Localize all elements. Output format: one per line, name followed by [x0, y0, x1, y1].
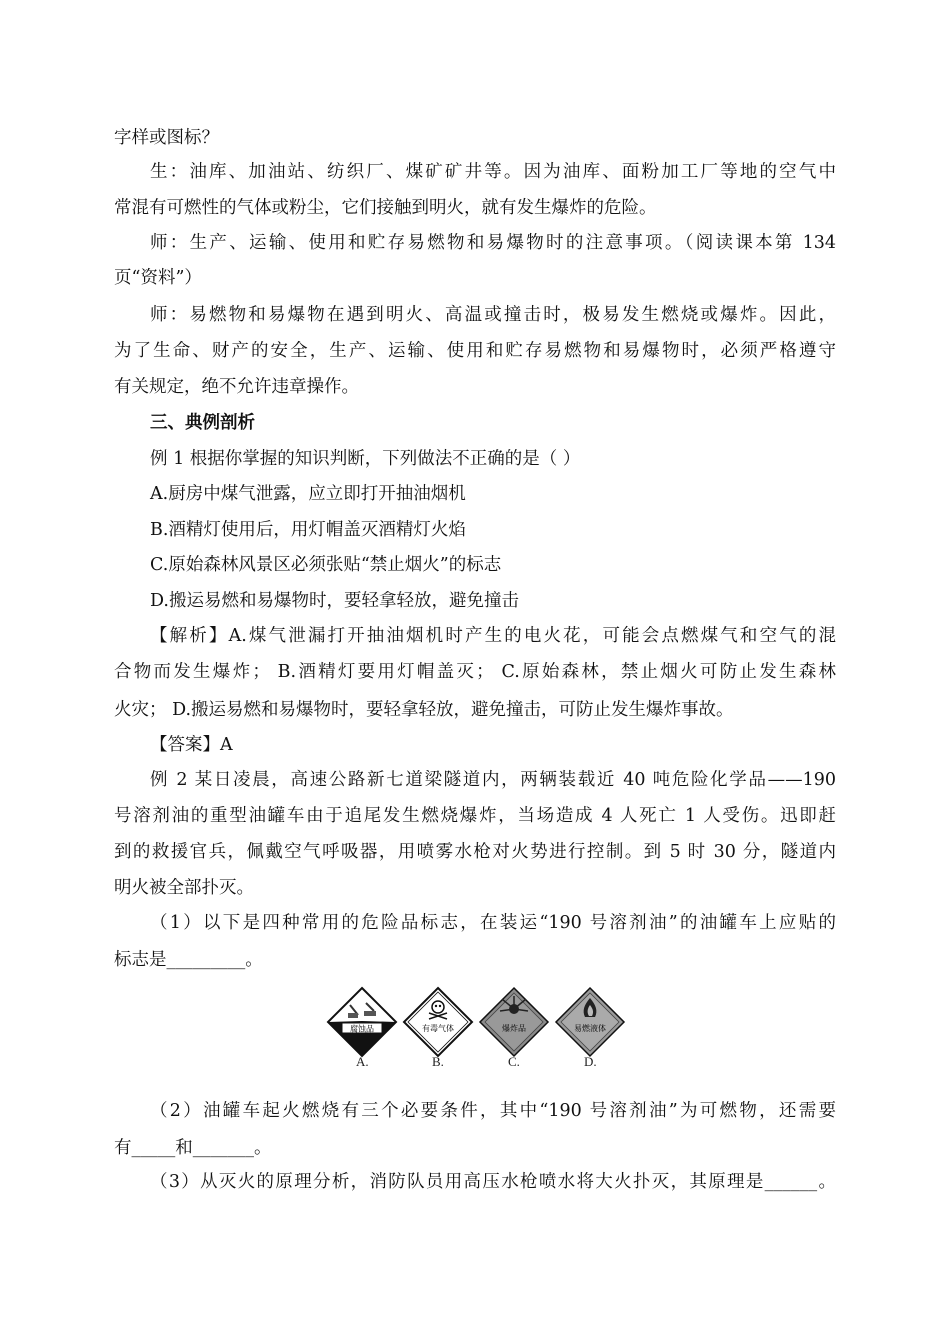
text-line: 常混有可燃性的气体或粉尘，它们接触到明火，就有发生爆炸的危险。: [114, 198, 657, 218]
hazard-signs-figure: [326, 985, 626, 1075]
analysis-line: 火灾； D.搬运易燃和易爆物时，要轻拿轻放，避免撞击，可防止发生爆炸事故。: [114, 700, 734, 720]
text-line: 有关规定，绝不允许违章操作。: [114, 377, 359, 397]
text-line: 师：生产、运输、使用和贮存易燃物和易爆物时的注意事项。（阅读课本第 134: [150, 233, 836, 253]
option-c: C.原始森林风景区必须张贴“禁止烟火”的标志: [150, 555, 502, 575]
option-label-a: A.: [356, 1054, 369, 1069]
text-line: 页“资料”）: [114, 268, 202, 288]
question-line: （3）从灭火的原理分析，消防队员用高压水枪喷水将大火扑灭，其原理是______。: [150, 1172, 836, 1192]
text-line: 例 2 某日凌晨，高速公路新七道梁隧道内，两辆装载近 40 吨危险化学品——190: [150, 770, 836, 790]
question-line: （2）油罐车起火燃烧有三个必要条件，其中“190 号溶剂油”为可燃物，还需要: [150, 1101, 836, 1121]
toxic-gas-sign-icon: [404, 988, 472, 1056]
text-line: 为了生命、财产的安全，生产、运输、使用和贮存易燃物和易爆物时，必须严格遵守: [114, 341, 836, 361]
text-line: 师：易燃物和易爆物在遇到明火、高温或撞击时，极易发生燃烧或爆炸。因此，: [150, 305, 836, 325]
text-line: 生：油库、加油站、纺织厂、煤矿矿井等。因为油库、面粉加工厂等地的空气中: [150, 162, 836, 182]
option-label-c: C.: [508, 1054, 520, 1069]
sign-label: 腐蚀品: [350, 1024, 374, 1034]
text-line: 字样或图标？: [114, 128, 219, 148]
question-line: （1）以下是四种常用的危险品标志，在装运“190 号溶剂油”的油罐车上应贴的: [150, 913, 836, 933]
question-line: 有_____和_______。: [114, 1138, 272, 1158]
answer-line: 【答案】A: [150, 735, 233, 755]
corrosive-sign-icon: [328, 988, 396, 1056]
text-line: 明火被全部扑灭。: [114, 878, 254, 898]
analysis-line: 合物而发生爆炸； B.酒精灯要用灯帽盖灭； C.原始森林，禁止烟火可防止发生森林: [114, 662, 836, 682]
option-a: A.厨房中煤气泄露，应立即打开抽油烟机: [150, 484, 466, 504]
section-heading: 三、典例剖析: [150, 413, 255, 433]
question-stem: 例 1 根据你掌握的知识判断，下列做法不正确的是（ ）: [150, 449, 581, 469]
flammable-liquid-sign-icon: [556, 988, 624, 1056]
sign-label: 有毒气体: [422, 1024, 454, 1033]
question-line: 标志是_________。: [114, 950, 263, 970]
option-d: D.搬运易燃和易爆物时，要轻拿轻放，避免撞击: [150, 591, 519, 611]
text-line: 号溶剂油的重型油罐车由于追尾发生燃烧爆炸，当场造成 4 人死亡 1 人受伤。迅即赶: [114, 806, 836, 826]
option-label-d: D.: [584, 1054, 597, 1069]
option-label-b: B.: [432, 1054, 444, 1069]
option-b: B.酒精灯使用后，用灯帽盖灭酒精灯火焰: [150, 520, 466, 540]
sign-label: 易燃液体: [574, 1024, 606, 1033]
explosive-sign-icon: [480, 988, 548, 1056]
text-line: 到的救援官兵，佩戴空气呼吸器，用喷雾水枪对火势进行控制。到 5 时 30 分，隧道内: [114, 842, 836, 862]
analysis-line: 【解析】A.煤气泄漏打开抽油烟机时产生的电火花，可能会点燃煤气和空气的混: [150, 626, 836, 646]
sign-label: 爆炸品: [502, 1024, 526, 1033]
